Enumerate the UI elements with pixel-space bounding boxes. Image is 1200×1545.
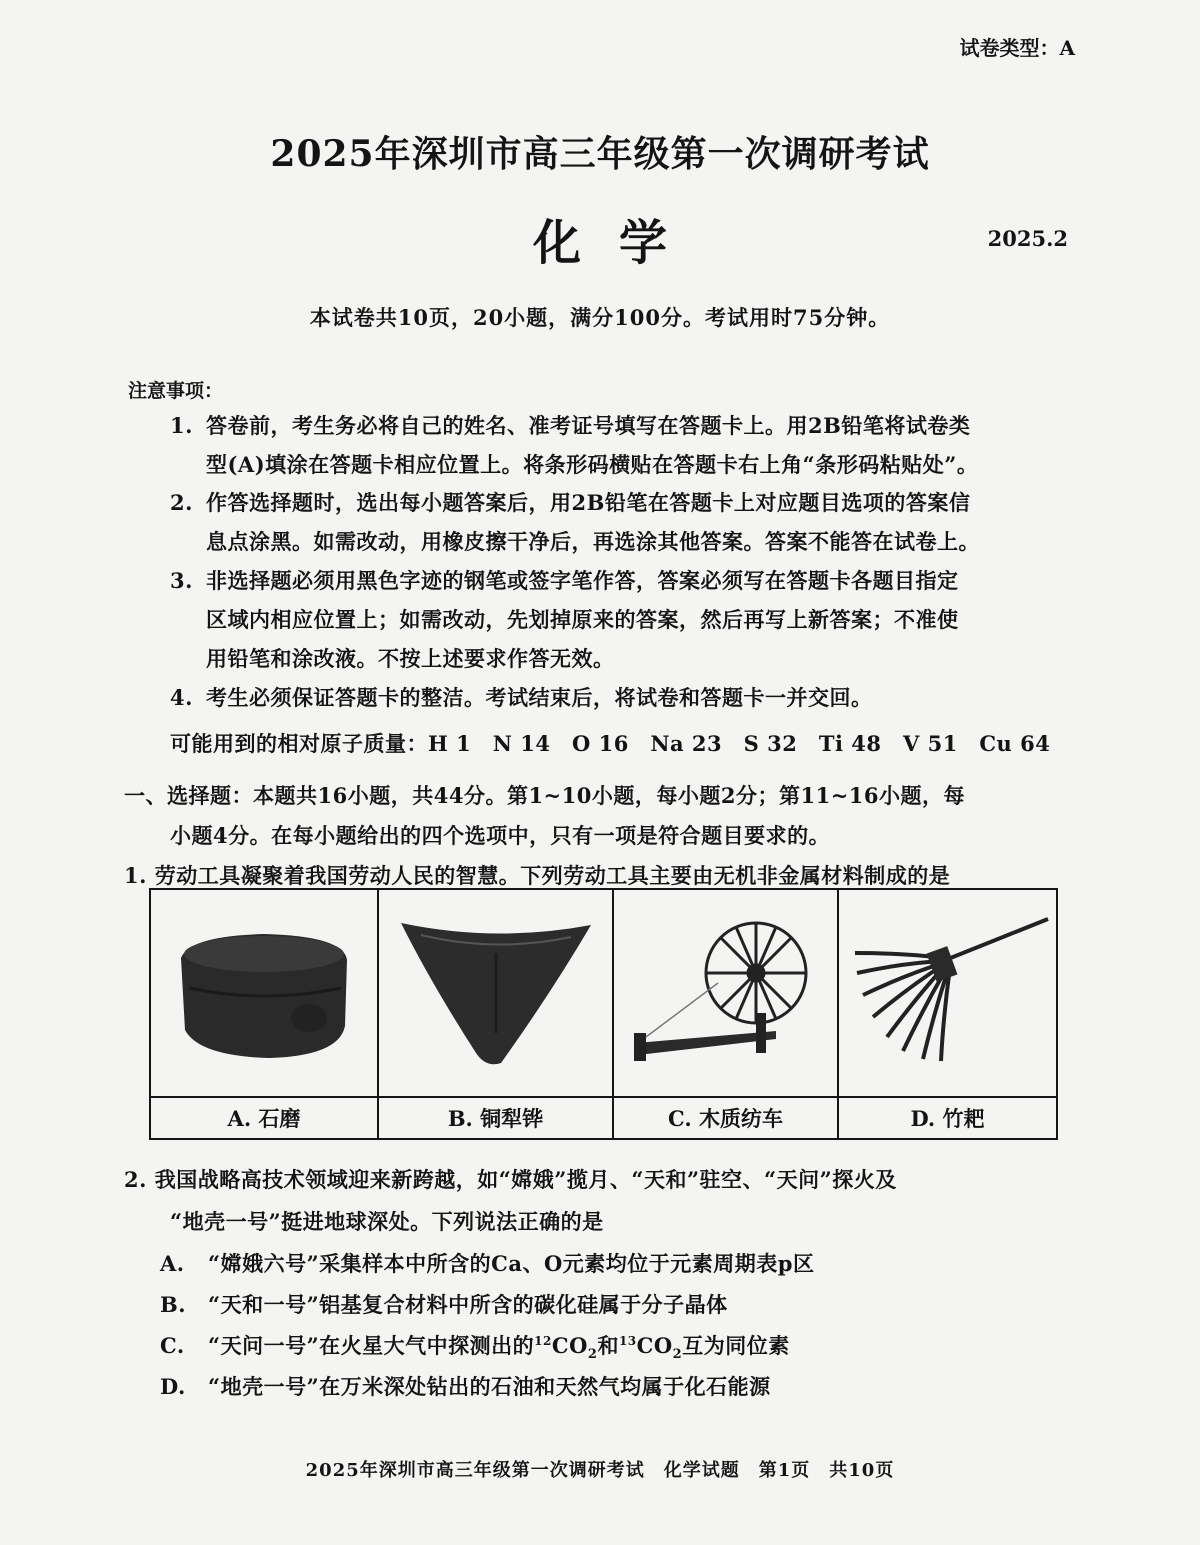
notice-item-3-line-1 xyxy=(170,565,959,595)
question-1-image-table xyxy=(149,888,1058,1140)
isotope-mass-number: 13 xyxy=(618,1334,637,1348)
notice-item-text: 答卷前，考生务必将自己的姓名、准考证号填写在答题卡上。用2B铅笔将试卷类 xyxy=(206,413,971,438)
notice-item-number: 1. xyxy=(170,413,193,438)
option-label-c: C. 木质纺车 xyxy=(614,1096,837,1138)
option-cell-c xyxy=(614,890,839,1138)
formula-body: CO xyxy=(636,1333,673,1358)
option-label-b: B. 铜犁铧 xyxy=(379,1096,612,1138)
option-letter: A. xyxy=(160,1251,185,1276)
notice-item-text: 考生必须保证答题卡的整洁。考试结束后，将试卷和答题卡一并交回。 xyxy=(206,685,873,710)
question-2-stem-line-2: “地壳一号”挺进地球深处。下列说法正确的是 xyxy=(170,1209,604,1234)
question-2-option-d xyxy=(160,1371,771,1401)
option-text: “地壳一号”在万米深处钻出的石油和天然气均属于化石能源 xyxy=(208,1374,771,1399)
formula-subscript: 2 xyxy=(672,1347,683,1363)
section-1-instructions-line-1: 一、选择题：本题共16小题，共44分。第1~10小题，每小题2分；第11~16小题，每 xyxy=(124,783,966,808)
notice-item-2-line-2: 息点涂黑。如需改动，用橡皮擦干净后，再选涂其他答案。答案不能答在试卷上。 xyxy=(206,529,980,554)
bamboo-rake-icon xyxy=(839,890,1056,1096)
option-cell-a xyxy=(151,890,379,1138)
question-2-option-b xyxy=(160,1289,728,1319)
notice-item-3-line-2: 区域内相应位置上；如需改动，先划掉原来的答案，然后再写上新答案；不准使 xyxy=(206,607,959,632)
paper-type-label: 试卷类型：A xyxy=(959,36,1075,60)
option-cell-b xyxy=(379,890,614,1138)
question-2-option-a xyxy=(160,1248,814,1278)
notice-item-3-line-3: 用铅笔和涂改液。不按上述要求作答无效。 xyxy=(206,646,615,671)
question-1-stem: 1. 劳动工具凝聚着我国劳动人民的智慧。下列劳动工具主要由无机非金属材料制成的是 xyxy=(124,863,951,888)
option-letter: C. xyxy=(160,1333,185,1358)
option-letter: B. xyxy=(160,1292,187,1317)
notice-heading: 注意事项： xyxy=(128,380,224,402)
option-text-part: 和 xyxy=(597,1333,619,1358)
option-letter: D. xyxy=(160,1374,186,1399)
option-text-part: “天问一号”在火星大气中探测出的 xyxy=(208,1333,535,1358)
atomic-mass-line: 可能用到的相对原子质量：H 1 N 14 O 16 Na 23 S 32 Ti 48 V 51 Cu 64 xyxy=(170,731,1051,756)
option-text: “嫦娥六号”采集样本中所含的Ca、O元素均位于元素周期表p区 xyxy=(208,1251,815,1276)
formula-subscript: 2 xyxy=(587,1347,598,1363)
option-cell-d xyxy=(839,890,1056,1138)
option-label-d: D. 竹耙 xyxy=(839,1096,1056,1138)
notice-item-1-line-1 xyxy=(170,410,970,440)
ploughshare-icon xyxy=(379,890,612,1096)
option-text-part: 互为同位素 xyxy=(682,1333,790,1358)
exam-title: 2025年深圳市高三年级第一次调研考试 xyxy=(270,133,930,175)
exam-date: 2025.2 xyxy=(987,226,1068,251)
notice-item-number: 4. xyxy=(170,685,193,710)
notice-item-4-line-1 xyxy=(170,682,873,712)
question-2-stem-line-1: 2. 我国战略高技术领域迎来新跨越，如“嫦娥”揽月、“天和”驻空、“天问”探火及 xyxy=(124,1167,897,1192)
notice-item-text: 非选择题必须用黑色字迹的钢笔或签字笔作答，答案必须写在答题卡各题目指定 xyxy=(206,568,959,593)
spinning-wheel-icon xyxy=(614,890,837,1096)
option-label-a: A. 石磨 xyxy=(151,1096,377,1138)
page-footer: 2025年深圳市高三年级第一次调研考试 化学试题 第1页 共10页 xyxy=(305,1460,895,1481)
subject-title: 化学 xyxy=(532,215,705,271)
millstone-icon xyxy=(151,890,377,1096)
option-text: “天和一号”铝基复合材料中所含的碳化硅属于分子晶体 xyxy=(208,1292,728,1317)
notice-item-number: 3. xyxy=(170,568,193,593)
section-1-instructions-line-2: 小题4分。在每小题给出的四个选项中，只有一项是符合题目要求的。 xyxy=(170,823,831,848)
isotope-mass-number: 12 xyxy=(534,1334,552,1348)
notice-item-2-line-1 xyxy=(170,487,970,517)
exam-summary: 本试卷共10页，20小题，满分100分。考试用时75分钟。 xyxy=(309,305,891,330)
notice-item-number: 2. xyxy=(170,490,193,515)
question-2-option-c xyxy=(160,1330,790,1362)
notice-item-1-line-2: 型(A)填涂在答题卡相应位置上。将条形码横贴在答题卡右上角“条形码粘贴处”。 xyxy=(206,452,979,477)
notice-item-text: 作答选择题时，选出每小题答案后，用2B铅笔在答题卡上对应题目选项的答案信 xyxy=(206,490,971,515)
formula-body: CO xyxy=(551,1333,588,1358)
